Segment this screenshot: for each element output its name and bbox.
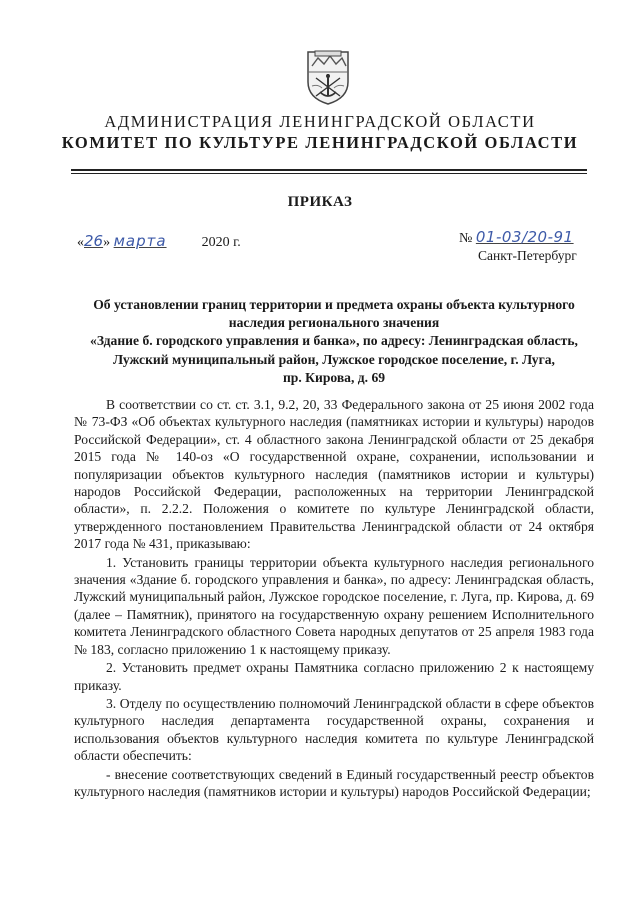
body-paragraph-item-3: 3. Отделу по осуществлению полномочий Ленинградской области в сфере объектов культурного наследия департамента государственной охраны, сохранения и использования объектов культурного наследия комитета по культуре Ленинградской области обеспечить: <box>74 695 594 764</box>
organization-name: АДМИНИСТРАЦИЯ ЛЕНИНГРАДСКОЙ ОБЛАСТИ <box>104 112 536 131</box>
heading-line: Об установлении границ территории и предмета охраны объекта культурного <box>93 297 575 312</box>
number-value-handwritten: 01-03/20-91 <box>475 228 574 246</box>
date-month-handwritten: марта <box>113 232 167 250</box>
heading-line: «Здание б. городского управления и банка», по адресу: Ленинградская область, <box>90 333 578 349</box>
heading-line: наследия регионального значения <box>228 315 440 331</box>
body-paragraph-subitem: - внесение соответствующих сведений в Единый государственный реестр объектов культурного наследия (памятников истории и культуры) народов Российской Федерации; <box>74 766 594 799</box>
header-divider-thin <box>71 173 587 174</box>
heading-line: Лужский муниципальный район, Лужское городское поселение, г. Луга, <box>113 351 555 367</box>
header-divider-thick <box>71 169 587 171</box>
date-year: 2020 г. <box>201 235 241 250</box>
document-type-title: ПРИКАЗ <box>287 194 353 210</box>
committee-name: КОМИТЕТ ПО КУЛЬТУРЕ ЛЕНИНГРАДСКОЙ ОБЛАСТИ <box>61 133 579 152</box>
body-paragraph-item-1: 1. Установить границы территории объекта культурного наследия регионального значения «Здание б. городского управления и банка», по адресу: Ленинградская область, Лужский муниципальный район, Лужское городское поселение, г. Луга, пр. Кирова, д. 69 (далее – Памятник), принятого на государственную охрану решением Исполнительного комитета Ленинградского областного Совета народных депутатов от 25 апреля 1983 года № 183, согласно приложению 1 к настоящему приказу. <box>74 554 594 657</box>
date-open-quote: « <box>77 235 84 250</box>
date-close-quote: » <box>103 235 111 250</box>
order-heading <box>74 296 594 387</box>
heading-line: пр. Кирова, д. 69 <box>282 369 386 385</box>
order-number <box>459 228 574 247</box>
body-paragraph-preamble: В соответствии со ст. ст. 3.1, 9.2, 20, 33 Федерального закона от 25 июня 2002 года № 73-ФЗ «Об объектах культурного наследия (памятниках истории и культуры) народов Российской Федерации», ст. 4 областного закона Ленинградской области от 25 декабря 2015 года № 140-оз «О государственной охране, сохранении, использовании и популяризации объектов культурного наследия (памятников истории и культуры) народов Российской Федерации, расположенных на территории Ленинградской области», п. 2.2.2. Положения о комитете по культуре Ленинградской области, утвержденного постановлением Правительства Ленинградской области от 24 октября 2017 года № 431, приказываю: <box>74 397 594 552</box>
order-body <box>74 396 594 801</box>
number-label: № <box>459 231 473 246</box>
date-day-handwritten: 26 <box>84 232 104 250</box>
order-city: Санкт-Петербург <box>478 248 577 263</box>
order-date <box>77 232 241 251</box>
body-paragraph-item-2: 2. Установить предмет охраны Памятника согласно приложению 2 к настоящему приказу. <box>74 660 594 693</box>
coat-of-arms-icon <box>304 48 352 106</box>
